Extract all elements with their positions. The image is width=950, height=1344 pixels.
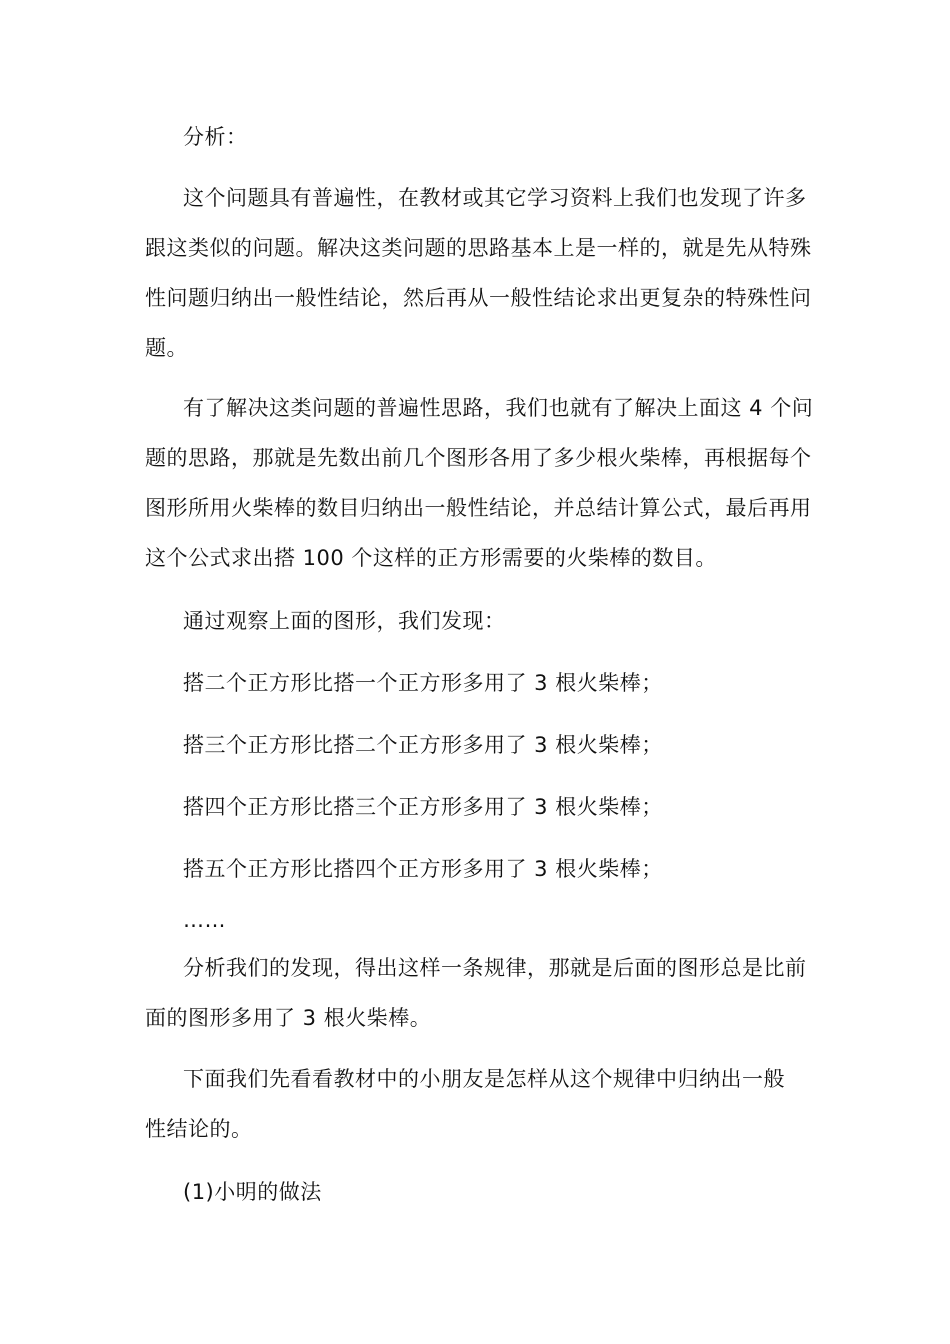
observation-item: 搭三个正方形比搭二个正方形多用了 3 根火柴棒； — [183, 733, 663, 757]
ellipsis: …… — [183, 908, 226, 932]
observation-item: 搭四个正方形比搭三个正方形多用了 3 根火柴棒； — [183, 795, 663, 819]
paragraph-line: 这个公式求出搭 100 个这样的正方形需要的火柴棒的数目。 — [145, 546, 717, 570]
paragraph-line: 这个问题具有普遍性，在教材或其它学习资料上我们也发现了许多 — [183, 186, 807, 210]
paragraph-line: 面的图形多用了 3 根火柴棒。 — [145, 1006, 432, 1030]
paragraph-line: 图形所用火柴棒的数目归纳出一般性结论，并总结计算公式，最后再用 — [145, 496, 812, 520]
paragraph-line: 跟这类似的问题。解决这类问题的思路基本上是一样的，就是先从特殊 — [145, 236, 812, 260]
paragraph-line: 题。 — [145, 336, 188, 360]
paragraph-line: 下面我们先看看教材中的小朋友是怎样从这个规律中归纳出一般 — [183, 1067, 785, 1091]
paragraph-line: 分析我们的发现，得出这样一条规律，那就是后面的图形总是比前 — [183, 956, 807, 980]
paragraph-line: 性结论的。 — [145, 1117, 253, 1141]
paragraph-observation: 通过观察上面的图形，我们发现： — [183, 609, 506, 633]
section-xiaoming-method: (1)小明的做法 — [183, 1180, 322, 1204]
paragraph-line: 有了解决这类问题的普遍性思路，我们也就有了解决上面这 4 个问 — [183, 396, 814, 420]
observation-item: 搭二个正方形比搭一个正方形多用了 3 根火柴棒； — [183, 671, 663, 695]
paragraph-line: 性问题归纳出一般性结论，然后再从一般性结论求出更复杂的特殊性问 — [145, 286, 812, 310]
observation-item: 搭五个正方形比搭四个正方形多用了 3 根火柴棒； — [183, 857, 663, 881]
heading-analysis: 分析： — [183, 125, 248, 149]
paragraph-line: 题的思路，那就是先数出前几个图形各用了多少根火柴棒，再根据每个 — [145, 446, 812, 470]
